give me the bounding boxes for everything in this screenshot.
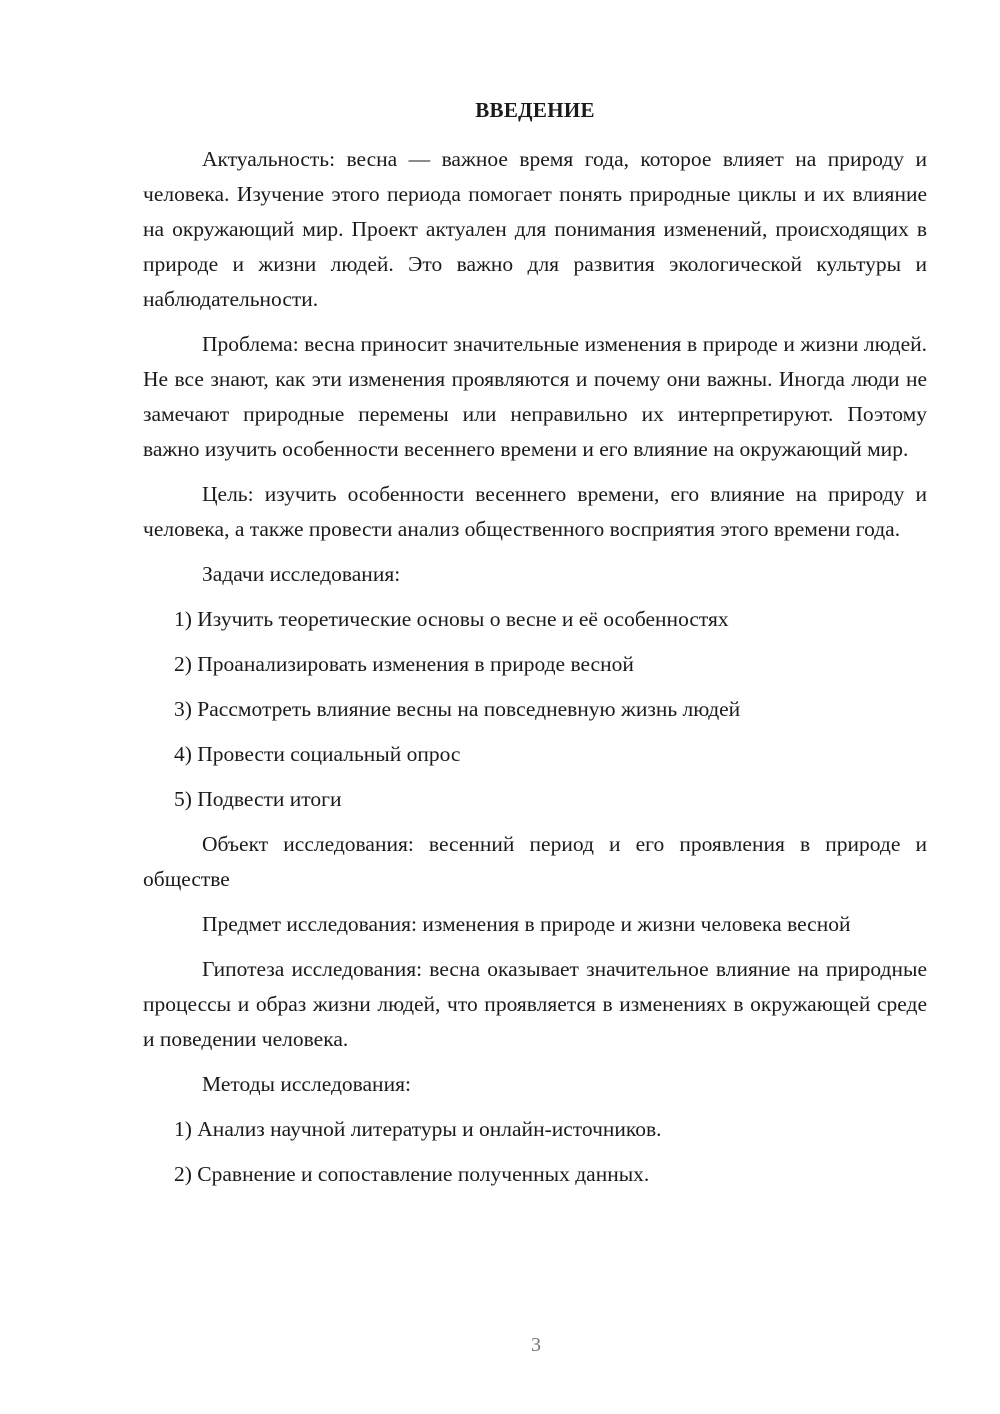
task-item: 5) Подвести итоги <box>174 787 342 811</box>
relevance-paragraph: Актуальность: весна — важное время года, которое влияет на природу и человека. Изучение этого периода помогает понять природные циклы и их влияние на окружающий мир. Проект актуален для понимания изменений, происходящих в природе и жизни людей. Это важно для развития экологической культуры и наблюдательности. <box>143 147 927 311</box>
task-item: 3) Рассмотреть влияние весны на повседневную жизнь людей <box>174 697 741 721</box>
object-paragraph: Объект исследования: весенний период и его проявления в природе и обществе <box>143 832 927 891</box>
page-number: 3 <box>531 1334 541 1356</box>
section-title: ВВЕДЕНИЕ <box>475 98 595 122</box>
tasks-list <box>143 602 927 817</box>
page-content <box>143 94 927 1192</box>
method-item: 1) Анализ научной литературы и онлайн-источников. <box>174 1117 662 1141</box>
methods-list <box>143 1112 927 1192</box>
task-item: 1) Изучить теоретические основы о весне и её особенностях <box>174 607 729 631</box>
subject-paragraph: Предмет исследования: изменения в природе и жизни человека весной <box>202 912 851 936</box>
task-item: 2) Проанализировать изменения в природе весной <box>174 652 634 676</box>
hypothesis-paragraph: Гипотеза исследования: весна оказывает значительное влияние на природные процессы и образ жизни людей, что проявляется в изменениях в окружающей среде и поведении человека. <box>143 957 927 1051</box>
tasks-heading: Задачи исследования: <box>202 562 401 586</box>
task-item: 4) Провести социальный опрос <box>174 742 461 766</box>
methods-heading: Методы исследования: <box>202 1072 411 1096</box>
goal-paragraph: Цель: изучить особенности весеннего времени, его влияние на природу и человека, а также провести анализ общественного восприятия этого времени года. <box>143 482 927 541</box>
method-item: 2) Сравнение и сопоставление полученных данных. <box>174 1162 650 1186</box>
problem-paragraph: Проблема: весна приносит значительные изменения в природе и жизни людей. Не все знают, как эти изменения проявляются и почему они важны. Иногда люди не замечают природные перемены или неправильно их интерпретируют. Поэтому важно изучить особенности весеннего времени и его влияние на окружающий мир. <box>143 332 927 461</box>
